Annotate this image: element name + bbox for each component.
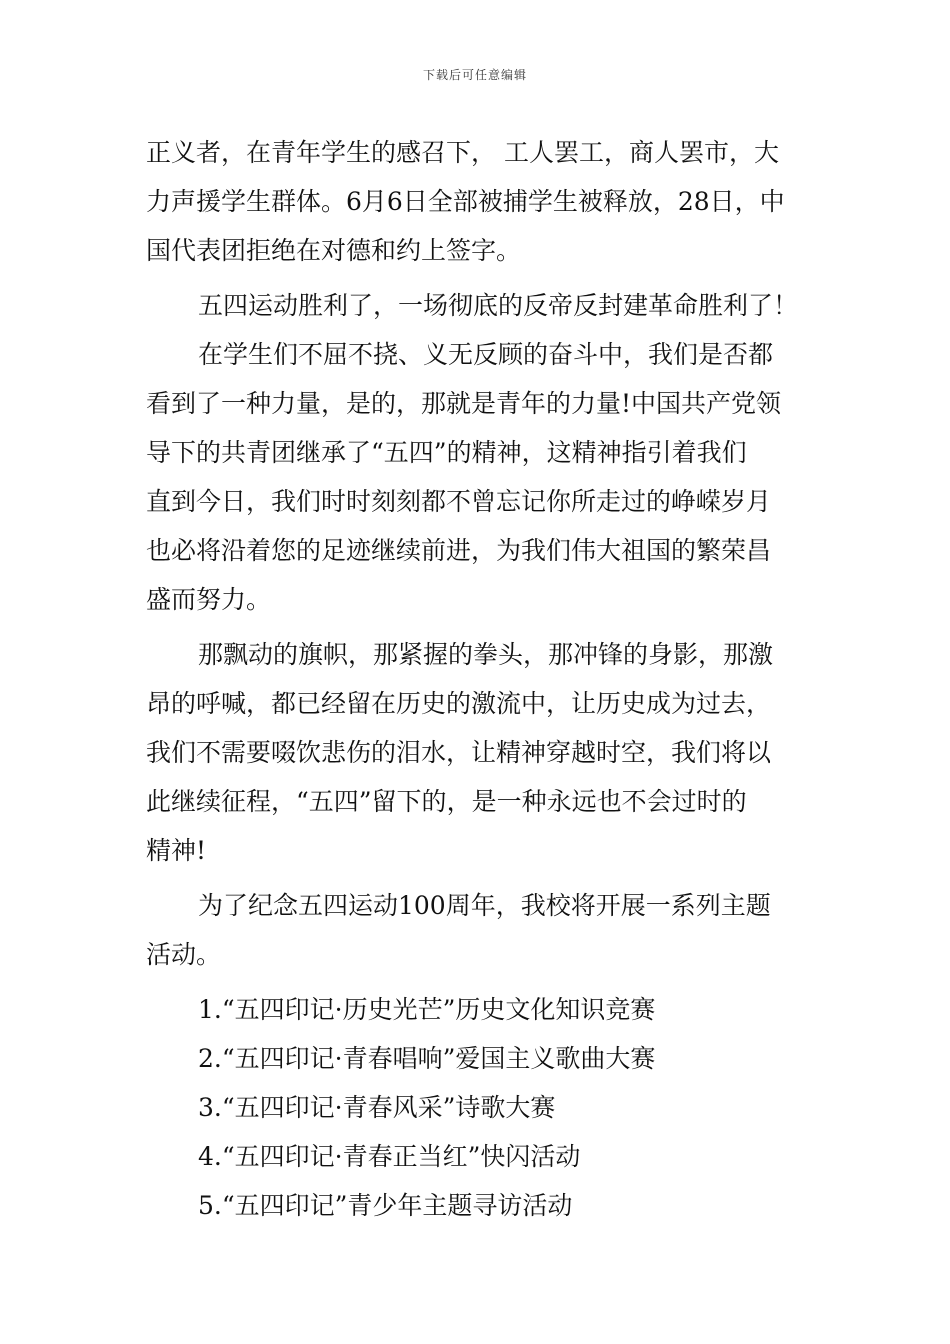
text-line: 国代表团拒绝在对德和约上签字。: [146, 236, 522, 265]
list-item: 3.“五四印记·青春风采”诗歌大赛: [198, 1093, 556, 1122]
text-line: 我们不需要啜饮悲伤的泪水，让精神穿越时空，我们将以: [146, 738, 772, 767]
text-line: 力声援学生群体。6月6日全部被捕学生被释放，28日，中: [146, 187, 785, 216]
list-item: 4.“五四印记·青春正当红”快闪活动: [198, 1142, 581, 1171]
text-line: 看到了一种力量，是的，那就是青年的力量!中国共产党领: [146, 389, 782, 418]
document-body: [146, 128, 806, 1230]
list-item: 1.“五四印记·历史光芒”历史文化知识竞赛: [198, 995, 656, 1024]
text-line: 此继续征程，“五四”留下的，是一种永远也不会过时的: [146, 787, 747, 816]
paragraph: [146, 281, 806, 330]
text-line: 精神!: [146, 836, 207, 865]
activity-list: [146, 985, 806, 1230]
text-line: 在学生们不屈不挠、义无反顾的奋斗中，我们是否都: [198, 340, 774, 369]
text-line: 为了纪念五四运动100周年，我校将开展一系列主题: [198, 891, 771, 920]
text-line: 也必将沿着您的足迹继续前进，为我们伟大祖国的繁荣昌: [146, 536, 772, 565]
text-line: 直到今日，我们时时刻刻都不曾忘记你所走过的峥嵘岁月: [146, 487, 772, 516]
text-line: 盛而努力。: [146, 585, 272, 614]
paragraph: [146, 330, 806, 624]
text-line: 正义者，在青年学生的感召下， 工人罢工，商人罢市，大: [146, 138, 779, 167]
text-line: 昂的呼喊，都已经留在历史的激流中，让历史成为过去，: [146, 689, 772, 718]
paragraph: [146, 128, 806, 275]
paragraph: [146, 881, 806, 979]
paragraph: [146, 630, 806, 875]
text-line: 五四运动胜利了，一场彻底的反帝反封建革命胜利了！: [198, 291, 799, 320]
text-line: 那飘动的旗帜，那紧握的拳头，那冲锋的身影，那激: [198, 640, 774, 669]
list-item: 5.“五四印记”青少年主题寻访活动: [198, 1191, 573, 1220]
page-header: 下载后可任意编辑: [422, 68, 527, 82]
text-line: 活动。: [146, 940, 222, 969]
list-item: 2.“五四印记·青春唱响”爱国主义歌曲大赛: [198, 1044, 656, 1073]
text-line: 导下的共青团继承了“五四”的精神，这精神指引着我们: [146, 438, 747, 467]
